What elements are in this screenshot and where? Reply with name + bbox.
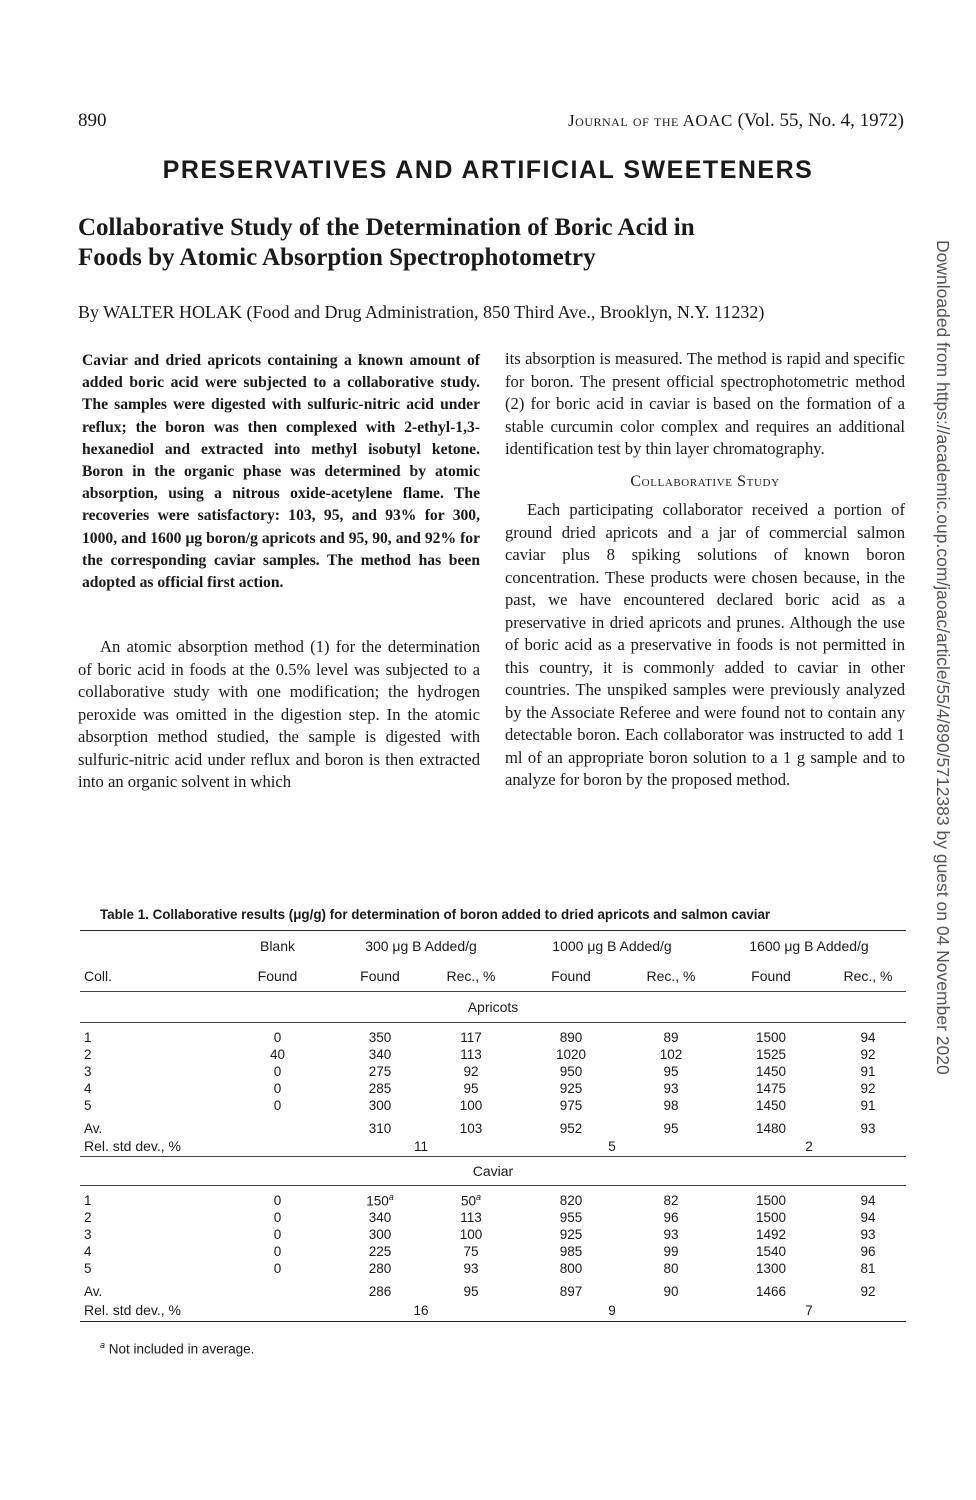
- caviar-cell: 75: [463, 1244, 479, 1259]
- apricot-rsd-300: 11: [413, 1138, 428, 1154]
- caviar-row-1-blank: 0: [273, 1193, 282, 1208]
- caviar-cell: 93: [463, 1261, 479, 1276]
- apricot-cell: 950: [559, 1064, 583, 1079]
- apricot-cell: 0: [273, 1098, 282, 1113]
- abstract: Caviar and dried apricots containing a known amount of added boric acid were subjected to a collaborative study. The samples were digested with sulfuric-nitric acid under reflux; the boron was then complexed with 2-ethyl-1,3-hexanediol and extracted into methyl isobutyl ketone. Boron in the organic phase was determined by atomic absorption, using a nitrous oxide-acetylene flame. The recoveries were satisfactory: 103, 95, and 93% for 300, 1000, and 1600 μg boron/g apricots and 95, 90, and 92% for the corresponding caviar samples. The method has been adopted as official first action.: [82, 352, 480, 592]
- apricot-cell: 92: [860, 1047, 876, 1062]
- group-header-blank: Blank: [259, 938, 296, 954]
- caviar-cell: 4: [84, 1244, 92, 1259]
- results-table: [80, 930, 906, 1322]
- apricot-av-300-rec: 103: [459, 1121, 483, 1136]
- caviar-row-1-300-rec: [430, 1192, 512, 1209]
- footnote-mark: a: [100, 1340, 106, 1350]
- apricot-rsd-row: [80, 1136, 906, 1157]
- col-header-blank-found: Found: [257, 968, 298, 984]
- table-row: [80, 1063, 906, 1080]
- apricot-cell: 95: [663, 1064, 679, 1079]
- caviar-row-1-coll: 1: [84, 1193, 92, 1208]
- caviar-cell: 96: [663, 1210, 679, 1225]
- left-column: [78, 350, 480, 794]
- apricot-cell: 98: [663, 1098, 679, 1113]
- caviar-cell: 5: [84, 1261, 92, 1276]
- apricot-cell: 95: [463, 1081, 479, 1096]
- apricot-av-label: Av.: [84, 1121, 103, 1136]
- group-header-1000: 1000 μg B Added/g: [552, 938, 672, 954]
- caviar-rsd-1600: 7: [805, 1302, 813, 1318]
- caviar-av-blank: [225, 1277, 330, 1299]
- continued-paragraph: its absorption is measured. The method is rapid and specific for boron. The present official spectrophotometric method (2) for boric acid in caviar is based on the formation of a stable curcumin color complex and requires an additional identification test by thin layer chromatography.: [505, 349, 905, 458]
- apricot-rsd-label: Rel. std dev., %: [84, 1138, 182, 1154]
- page-number: 890: [78, 110, 107, 131]
- caviar-rsd-1000: 9: [608, 1302, 616, 1318]
- table-footnote: [100, 1340, 254, 1357]
- apricot-cell: 40: [269, 1047, 286, 1062]
- caviar-row-1-1600-rec: 94: [860, 1193, 876, 1208]
- apricot-rsd-1600: 2: [805, 1138, 813, 1154]
- caviar-cell: 113: [460, 1210, 482, 1225]
- apricot-cell: 91: [860, 1098, 876, 1113]
- caviar-cell: 81: [860, 1261, 876, 1276]
- apricot-cell: 1450: [755, 1098, 787, 1113]
- apricot-cell: 300: [368, 1098, 392, 1113]
- apricot-cell: 92: [860, 1081, 876, 1096]
- apricot-average-row: [80, 1114, 906, 1136]
- table-row: [80, 1226, 906, 1243]
- caviar-cell: 3: [84, 1227, 92, 1242]
- apricot-cell: 102: [659, 1047, 683, 1062]
- caviar-cell: 1500: [755, 1210, 787, 1225]
- caviar-cell: 0: [273, 1227, 282, 1242]
- apricot-rows: [80, 1029, 906, 1114]
- apricot-av-1600-found: 1480: [755, 1121, 787, 1136]
- byline: By WALTER HOLAK (Food and Drug Administration, 850 Third Ave., Brooklyn, N.Y. 11232): [78, 302, 765, 322]
- caviar-av-label: Av.: [84, 1284, 103, 1299]
- apricot-cell: 93: [663, 1081, 679, 1096]
- download-watermark: Downloaded from https://academic.oup.com/jaoac/article/55/4/890/5712383 by guest on 04 November 2020: [933, 240, 953, 1075]
- apricot-rsd-1000: 5: [608, 1138, 616, 1154]
- article-title-line-2: Foods by Atomic Absorption Spectrophotometry: [78, 244, 596, 271]
- apricot-cell: 925: [559, 1081, 583, 1096]
- table-row: [80, 1080, 906, 1097]
- right-column: [505, 348, 905, 792]
- caviar-cell: 99: [663, 1244, 679, 1259]
- caviar-rsd-label: Rel. std dev., %: [84, 1302, 182, 1318]
- col-header-1000-rec: Rec., %: [646, 968, 696, 984]
- caviar-row-1-1000-found: 820: [559, 1193, 583, 1208]
- caviar-row-1-300-rec-footnote: a: [476, 1192, 482, 1203]
- apricot-cell: 4: [84, 1081, 92, 1096]
- caviar-cell: 93: [663, 1227, 679, 1242]
- caviar-cell: 280: [368, 1261, 392, 1276]
- apricot-cell: 1525: [755, 1047, 787, 1062]
- apricot-cell: 1: [84, 1030, 92, 1045]
- col-header-1600-found: Found: [751, 968, 791, 984]
- apricot-av-1000-found: 952: [559, 1121, 583, 1136]
- apricot-av-blank: [225, 1114, 330, 1136]
- apricot-av-300-found: 310: [368, 1121, 392, 1136]
- caviar-row-1-1000-rec: 82: [663, 1193, 679, 1208]
- apricot-cell: 5: [84, 1098, 92, 1113]
- article-title: [78, 213, 898, 273]
- apricot-cell: 91: [860, 1064, 876, 1079]
- apricot-cell: 890: [559, 1030, 583, 1045]
- apricot-cell: 1475: [755, 1081, 787, 1096]
- volume-info: (Vol. 55, No. 4, 1972): [737, 110, 904, 131]
- col-header-coll: Coll.: [84, 968, 113, 984]
- subheading-collaborative-study: Collaborative Study: [630, 472, 780, 490]
- section-row-apricots: [80, 992, 906, 1023]
- caviar-cell: 225: [368, 1244, 392, 1259]
- caviar-cell: 96: [860, 1244, 876, 1259]
- apricot-cell: 94: [860, 1030, 876, 1045]
- caviar-av-1000-found: 897: [559, 1284, 583, 1299]
- apricot-cell: 0: [273, 1064, 282, 1079]
- apricot-cell: 0: [273, 1030, 282, 1045]
- table-row: [80, 1029, 906, 1046]
- caviar-row-1-300-found: [330, 1192, 430, 1209]
- table-column-header-row: [80, 961, 906, 992]
- apricot-cell: 1020: [555, 1047, 587, 1062]
- caviar-av-300-found: 286: [368, 1284, 392, 1299]
- caviar-av-300-rec: 95: [463, 1284, 479, 1299]
- caviar-row-1: [80, 1192, 906, 1209]
- caviar-row-1-300-found-footnote: a: [388, 1192, 394, 1203]
- table-row: [80, 1260, 906, 1277]
- col-header-1600-rec: Rec., %: [843, 968, 893, 984]
- table-row: [80, 1097, 906, 1114]
- caviar-cell: 94: [860, 1210, 876, 1225]
- apricot-cell: 92: [463, 1064, 479, 1079]
- caviar-cell: 93: [860, 1227, 876, 1242]
- col-header-300-found: Found: [360, 968, 400, 984]
- caviar-rsd-row: [80, 1299, 906, 1322]
- intro-paragraph: An atomic absorption method (1) for the determination of boric acid in foods at the 0.5% level was subjected to a collaborative study with one modification; the hydrogen peroxide was omitted in the digestion step. In the atomic absorption method studied, the sample is digested with sulfuric-nitric acid under reflux and boron is then extracted into an organic solvent in which: [78, 637, 480, 792]
- article-title-line-1: Collaborative Study of the Determination of Boric Acid in: [78, 214, 695, 241]
- group-header-1600: 1600 μg B Added/g: [749, 938, 869, 954]
- caviar-cell: 1540: [755, 1244, 787, 1259]
- section-label-apricots: Apricots: [467, 999, 519, 1015]
- caviar-av-1600-rec: 92: [860, 1284, 876, 1299]
- apricot-cell: 975: [559, 1098, 583, 1113]
- caviar-row-1-300-rec-value: 50: [460, 1193, 476, 1209]
- caviar-cell: 340: [368, 1210, 392, 1225]
- caviar-cell: 985: [559, 1244, 583, 1259]
- apricot-av-1000-rec: 95: [663, 1121, 679, 1136]
- caviar-av-1600-found: 1466: [755, 1284, 787, 1299]
- caviar-average-row: [80, 1277, 906, 1299]
- apricot-av-1600-rec: 93: [860, 1121, 876, 1136]
- group-header-300: 300 μg B Added/g: [365, 938, 477, 954]
- col-header-300-rec: Rec., %: [446, 968, 496, 984]
- caviar-cell: 100: [459, 1227, 483, 1242]
- section-heading: PRESERVATIVES AND ARTIFICIAL SWEETENERS: [162, 156, 814, 184]
- footnote-text: Not included in average.: [105, 1341, 255, 1357]
- apricot-cell: 89: [663, 1030, 679, 1045]
- caviar-cell: 800: [559, 1261, 583, 1276]
- collaborative-study-paragraph: Each participating collaborator received a portion of ground dried apricots and a jar of commercial salmon caviar plus 8 spiking solutions of known boron concentration. These products were chosen because, in the past, we have encountered declared boric acid as a preservative in dried apricots and prunes. Although the use of boric acid as a preservative in foods is not permitted in this country, it is commonly added to caviar in other countries. The unspiked samples were previously analyzed by the Associate Referee and were found not to contain any detectable boron. Each collaborator was instructed to add 1 ml of an appropriate boron solution to a 1 g sample and to analyze for boron by the proposed method.: [505, 500, 905, 789]
- apricot-cell: 275: [368, 1064, 392, 1079]
- running-head: [568, 110, 904, 132]
- table-row: [80, 1046, 906, 1063]
- caviar-cell: 0: [273, 1244, 282, 1259]
- apricot-cell: 1450: [755, 1064, 787, 1079]
- caviar-av-1000-rec: 90: [663, 1284, 679, 1299]
- caviar-rows: [80, 1209, 906, 1277]
- apricot-cell: 350: [368, 1030, 392, 1045]
- apricot-cell: 100: [459, 1098, 483, 1113]
- caviar-row-1-300-found-value: 150: [366, 1193, 389, 1209]
- caviar-cell: 2: [84, 1210, 92, 1225]
- caviar-rsd-300: 16: [413, 1302, 429, 1318]
- caviar-cell: 1300: [755, 1261, 787, 1276]
- table-title: Table 1. Collaborative results (μg/g) for determination of boron added to dried apricots and salmon caviar: [100, 907, 771, 922]
- apricot-cell: 285: [368, 1081, 392, 1096]
- journal-name: Journal of the AOAC: [568, 111, 733, 130]
- caviar-cell: 955: [559, 1210, 583, 1225]
- table-row: [80, 1243, 906, 1260]
- caviar-cell: 80: [663, 1261, 679, 1276]
- caviar-cell: 1492: [755, 1227, 787, 1242]
- apricot-cell: 113: [460, 1047, 482, 1062]
- caviar-cell: 0: [273, 1210, 282, 1225]
- table-group-header-row: [80, 931, 906, 962]
- apricot-cell: 1500: [755, 1030, 787, 1045]
- caviar-cell: 925: [559, 1227, 583, 1242]
- apricot-cell: 340: [368, 1047, 392, 1062]
- caviar-row-1-1600-found: 1500: [755, 1193, 787, 1208]
- table-row: [80, 1209, 906, 1226]
- caviar-cell: 0: [273, 1261, 282, 1276]
- section-label-caviar: Caviar: [472, 1163, 514, 1179]
- apricot-cell: 3: [84, 1064, 92, 1079]
- apricot-cell: 2: [84, 1047, 92, 1062]
- section-row-caviar: [80, 1157, 906, 1186]
- col-header-1000-found: Found: [551, 968, 591, 984]
- caviar-cell: 300: [368, 1227, 392, 1242]
- apricot-cell: 0: [273, 1081, 282, 1096]
- apricot-cell: 117: [460, 1030, 482, 1045]
